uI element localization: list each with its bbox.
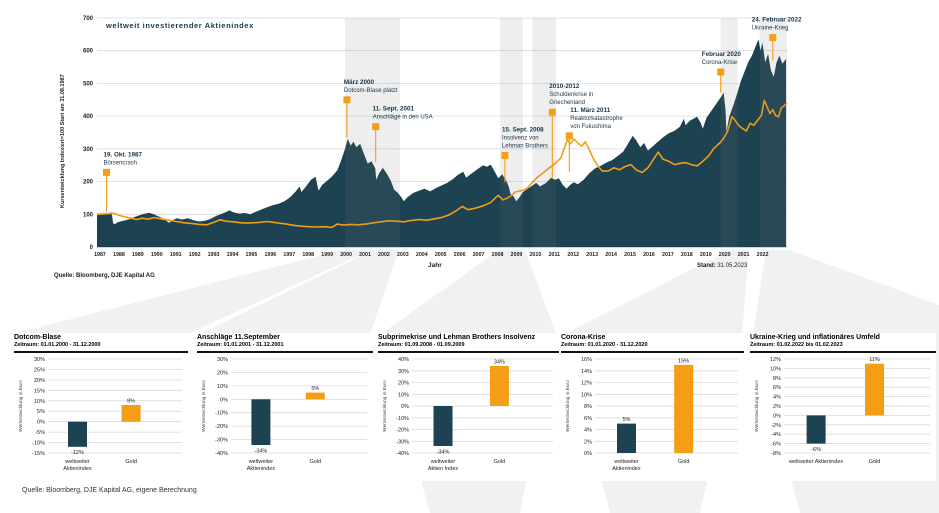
y-tick-label: 700: [82, 16, 93, 22]
x-tick-label: 2019: [699, 252, 712, 258]
x-tick-label: 2011: [548, 252, 561, 258]
x-tick-label: 2001: [359, 252, 371, 258]
annotation-text: Lehman Brothers: [501, 143, 548, 150]
panel-y-tick-label: 10%: [397, 392, 409, 399]
panel-bar-chart: [14, 353, 188, 481]
panel-period: Zeitraum: 01.09.2008 - 01.09.2009: [378, 342, 465, 348]
panel-y-tick-label: -30%: [215, 437, 228, 444]
panel-title: Dotcom-Blase: [14, 334, 62, 341]
annotation-date: 19. Okt. 1987: [103, 151, 142, 159]
panel-period: Zeitraum: 01.02.2022 bis 01.02.2023: [750, 342, 843, 348]
panel-y-tick-label: 0%: [584, 451, 592, 457]
panel-y-tick-label: 30%: [216, 357, 228, 363]
annotation-text: Schuldenkrise in: [549, 92, 594, 99]
bar-category-label: weltweiter Aktienindex: [789, 459, 844, 465]
x-tick-label: 1989: [131, 252, 144, 258]
crisis-panel-5: [750, 333, 936, 481]
panel-y-tick-label: -2%: [771, 422, 781, 429]
annotation-marker: [501, 152, 508, 159]
panel-y-tick-label: 10%: [769, 366, 781, 373]
panel-period: Zeitraum: 01.01.2020 - 31.12.2020: [561, 342, 648, 348]
annotation-text: Reaktorkatastrophe: [570, 115, 623, 122]
x-tick-label: 2008: [491, 252, 504, 258]
annotation-marker: [372, 123, 379, 130]
x-tick-label: 2010: [529, 252, 542, 258]
panel-y-tick-label: 16%: [580, 357, 592, 363]
x-tick-label: 2012: [567, 252, 580, 258]
panel-y-tick-label: 10%: [33, 398, 45, 405]
panel-title: Corona-Krise: [561, 334, 606, 341]
gold-bar: [122, 405, 141, 422]
x-tick-label: 2006: [453, 252, 466, 258]
panel-y-tick-label: 8%: [773, 375, 781, 382]
x-tick-label: 2015: [624, 252, 636, 258]
stock-bar: [68, 422, 87, 447]
x-tick-label: 2013: [586, 252, 599, 258]
bar-category-label: Gold: [868, 459, 881, 465]
x-tick-label: 2018: [680, 252, 693, 258]
footer-source-note: Quelle: Bloomberg, DJE Kapital AG, eigene Berechnung: [22, 487, 197, 494]
bar-category-label: Aktienindex: [246, 466, 276, 472]
bar-value-label: 5%: [311, 386, 320, 393]
panel-y-tick-label: -6%: [771, 441, 781, 448]
panel-y-tick-label: 5%: [37, 409, 45, 416]
panel-y-tick-label: 10%: [580, 392, 592, 399]
annotation-text: Insolvenz von: [501, 135, 539, 142]
panel-title: Anschläge 11.September: [197, 334, 280, 341]
x-tick-label: 1996: [264, 252, 277, 258]
annotation-text: Griechenland: [549, 100, 585, 107]
panel-y-tick-label: 2%: [584, 439, 592, 446]
panel-y-tick-label: -20%: [215, 424, 228, 431]
main-chart-title: weltweit investierender Aktienindex: [106, 21, 254, 30]
panel-y-tick-label: -4%: [771, 432, 781, 439]
x-tick-label: 2016: [643, 252, 655, 258]
x-tick-label: 2014: [605, 252, 618, 258]
annotation-marker: [549, 109, 556, 116]
panel-y-axis-label: Wertentwicklung in Euro: [19, 380, 24, 432]
y-tick-label: 600: [82, 48, 93, 55]
panel-y-axis-label: Wertentwicklung in Euro: [383, 380, 388, 432]
crisis-panel-2: [197, 333, 373, 481]
x-tick-label: 1999: [321, 252, 334, 258]
annotation-marker: [566, 132, 573, 139]
bar-value-label: 34%: [493, 359, 505, 366]
x-tick-label: 2017: [662, 252, 674, 258]
x-tick-label: 1997: [283, 252, 296, 258]
bar-value-label: -12%: [71, 450, 84, 457]
stock-bar: [807, 415, 826, 443]
panel-title: Ukraine-Krieg und inflationäres Umfeld: [750, 334, 880, 341]
panel-y-tick-label: 4%: [584, 427, 592, 434]
panel-y-tick-label: 6%: [773, 385, 781, 392]
panel-title: Subprimekrise und Lehman Brothers Insolvenz: [378, 334, 536, 341]
as-of-label: Stand:: [697, 263, 716, 269]
annotation-marker: [103, 169, 110, 176]
y-tick-label: 400: [82, 114, 93, 121]
x-tick-label: 2021: [737, 252, 750, 258]
annotation-date: März 2000: [343, 78, 374, 86]
bar-value-label: -34%: [436, 449, 450, 456]
panel-y-tick-label: 40%: [397, 357, 409, 363]
panel-y-tick-label: 10%: [216, 383, 228, 390]
bar-category-label: weltweiter: [248, 459, 274, 465]
panel-y-tick-label: 2%: [773, 404, 781, 410]
x-tick-label: 2007: [472, 252, 485, 258]
bar-category-label: Gold: [677, 459, 690, 465]
bar-value-label: 15%: [678, 358, 690, 365]
x-tick-label: 2020: [718, 252, 731, 258]
annotation-date: Februar 2020: [701, 50, 741, 58]
annotation-text: von Fukushima: [570, 123, 611, 130]
annotation-text: Börsencrash: [103, 160, 138, 167]
x-tick-label: 1987: [94, 252, 106, 258]
crisis-panel-1: [14, 333, 188, 481]
annotation-marker: [717, 69, 724, 76]
panel-y-tick-label: 15%: [33, 388, 45, 395]
panel-y-axis-label: Wertentwicklung in Euro: [566, 380, 571, 432]
x-tick-label: 1988: [113, 252, 125, 258]
panel-y-tick-label: 20%: [397, 380, 409, 387]
panel-period: Zeitraum: 01.01.2001 - 31.12.2001: [197, 342, 284, 348]
crisis-panel-4: [561, 333, 744, 481]
annotation-marker: [769, 34, 776, 41]
y-tick-label: 200: [82, 179, 93, 186]
bar-value-label: 5%: [622, 417, 631, 424]
annotation-date: 24. Februar 2022: [751, 16, 802, 24]
panel-y-tick-label: -10%: [215, 410, 228, 417]
panel-bar-chart: [561, 353, 744, 481]
x-tick-label: 1991: [169, 252, 182, 258]
as-of-date: [697, 263, 747, 269]
panel-y-tick-label: 20%: [216, 370, 228, 377]
panel-period: Zeitraum: 01.01.2000 - 31.12.2000: [14, 342, 101, 348]
y-tick-label: 500: [82, 81, 93, 88]
x-tick-label: 2000: [340, 252, 352, 258]
annotation-date: 11. Sept. 2001: [372, 105, 414, 113]
annotation-text: Anschläge in den USA: [372, 114, 433, 121]
panel-y-axis-label: Wertentwicklung in Euro: [755, 380, 760, 432]
panel-y-tick-label: 20%: [33, 377, 45, 384]
bar-category-label: Gold: [493, 459, 506, 465]
annotation-text: Corona-Krise: [701, 59, 738, 66]
bar-value-label: -6%: [811, 447, 822, 454]
stock-bar: [434, 406, 453, 446]
as-of-value: 31.05.2023: [717, 263, 748, 269]
main-x-axis-label: Jahr: [428, 262, 442, 269]
x-tick-label: 1994: [226, 252, 239, 258]
x-tick-label: 1990: [150, 252, 163, 258]
panel-y-tick-label: 0%: [401, 404, 409, 410]
bar-value-label: 8%: [127, 398, 136, 405]
x-tick-label: 1995: [245, 252, 258, 258]
bar-category-label: Aktien Index: [427, 466, 459, 472]
panel-y-tick-label: 12%: [769, 357, 781, 363]
crisis-panel-3: [378, 333, 559, 481]
bar-category-label: weltweiter: [430, 459, 456, 465]
panel-y-tick-label: 0%: [220, 397, 228, 404]
bar-value-label: -34%: [254, 448, 268, 455]
panel-y-tick-label: -15%: [32, 451, 45, 457]
panel-bar-chart: [378, 353, 559, 481]
x-tick-label: 2022: [756, 252, 769, 258]
bar-category-label: weltweiter: [614, 459, 639, 465]
panel-y-tick-label: 0%: [37, 419, 45, 426]
x-tick-label: 2003: [396, 252, 409, 258]
x-tick-label: 2009: [510, 252, 523, 258]
panel-y-tick-label: -5%: [35, 430, 45, 437]
annotation-date: 11. März 2011: [570, 106, 611, 114]
panel-y-tick-label: 4%: [773, 394, 781, 401]
gold-bar: [865, 364, 884, 416]
gold-bar: [306, 393, 325, 400]
x-tick-label: 2004: [415, 252, 428, 258]
panel-bar-chart: [197, 353, 373, 481]
panel-y-tick-label: -10%: [396, 415, 409, 422]
annotation-text: Ukraine-Krieg: [751, 25, 789, 32]
panel-y-tick-label: -30%: [396, 439, 409, 446]
stock-bar: [251, 399, 270, 445]
y-tick-label: 100: [82, 212, 93, 219]
bar-value-label: 11%: [869, 357, 880, 364]
x-tick-label: 2005: [434, 252, 447, 258]
panel-y-tick-label: -40%: [396, 451, 409, 457]
panel-y-tick-label: 25%: [33, 367, 45, 374]
main-y-axis-label: Kursentwicklung Indexiert=100 Start am 31.08.1987: [60, 74, 66, 208]
annotation-marker: [343, 96, 350, 103]
bar-category-label: Aktienindex: [612, 466, 641, 472]
panel-y-tick-label: 30%: [33, 357, 45, 363]
y-tick-label: 300: [82, 146, 93, 153]
crisis-band: [345, 18, 400, 247]
panel-y-tick-label: 12%: [580, 380, 592, 387]
stock-area-series: [97, 39, 786, 247]
gold-bar: [490, 366, 509, 406]
x-tick-label: 1992: [188, 252, 201, 258]
annotation-text: Dotcom-Blase platzt: [343, 87, 398, 94]
bar-category-label: Aktienindex: [63, 466, 92, 472]
x-tick-label: 1993: [207, 252, 220, 258]
y-tick-label: 0: [89, 245, 93, 251]
gold-bar: [674, 365, 693, 453]
panel-y-tick-label: 8%: [584, 404, 592, 410]
main-source-note: Quelle: Bloomberg, DJE Kapital AG: [54, 273, 155, 279]
annotation-date: 15. Sept. 2008: [501, 126, 544, 134]
panel-y-tick-label: 30%: [397, 368, 409, 375]
panel-y-tick-label: -20%: [396, 427, 409, 434]
bar-category-label: Gold: [309, 459, 322, 465]
bar-category-label: weltweiter: [65, 459, 90, 465]
panel-y-tick-label: 0%: [773, 413, 781, 420]
panel-y-tick-label: -10%: [32, 440, 45, 447]
annotation-date: 2010-2012: [549, 83, 580, 91]
panel-bar-chart: [750, 353, 936, 481]
panel-y-tick-label: -40%: [215, 451, 228, 457]
x-tick-label: 1998: [302, 252, 315, 258]
panel-y-axis-label: Wertentwicklung in Euro: [202, 380, 207, 432]
panel-y-tick-label: -8%: [771, 451, 781, 457]
panel-y-tick-label: 14%: [580, 368, 592, 375]
x-tick-label: 2002: [378, 252, 390, 258]
bar-category-label: Gold: [125, 459, 137, 465]
panel-y-tick-label: 6%: [584, 415, 592, 422]
stock-bar: [617, 424, 636, 453]
